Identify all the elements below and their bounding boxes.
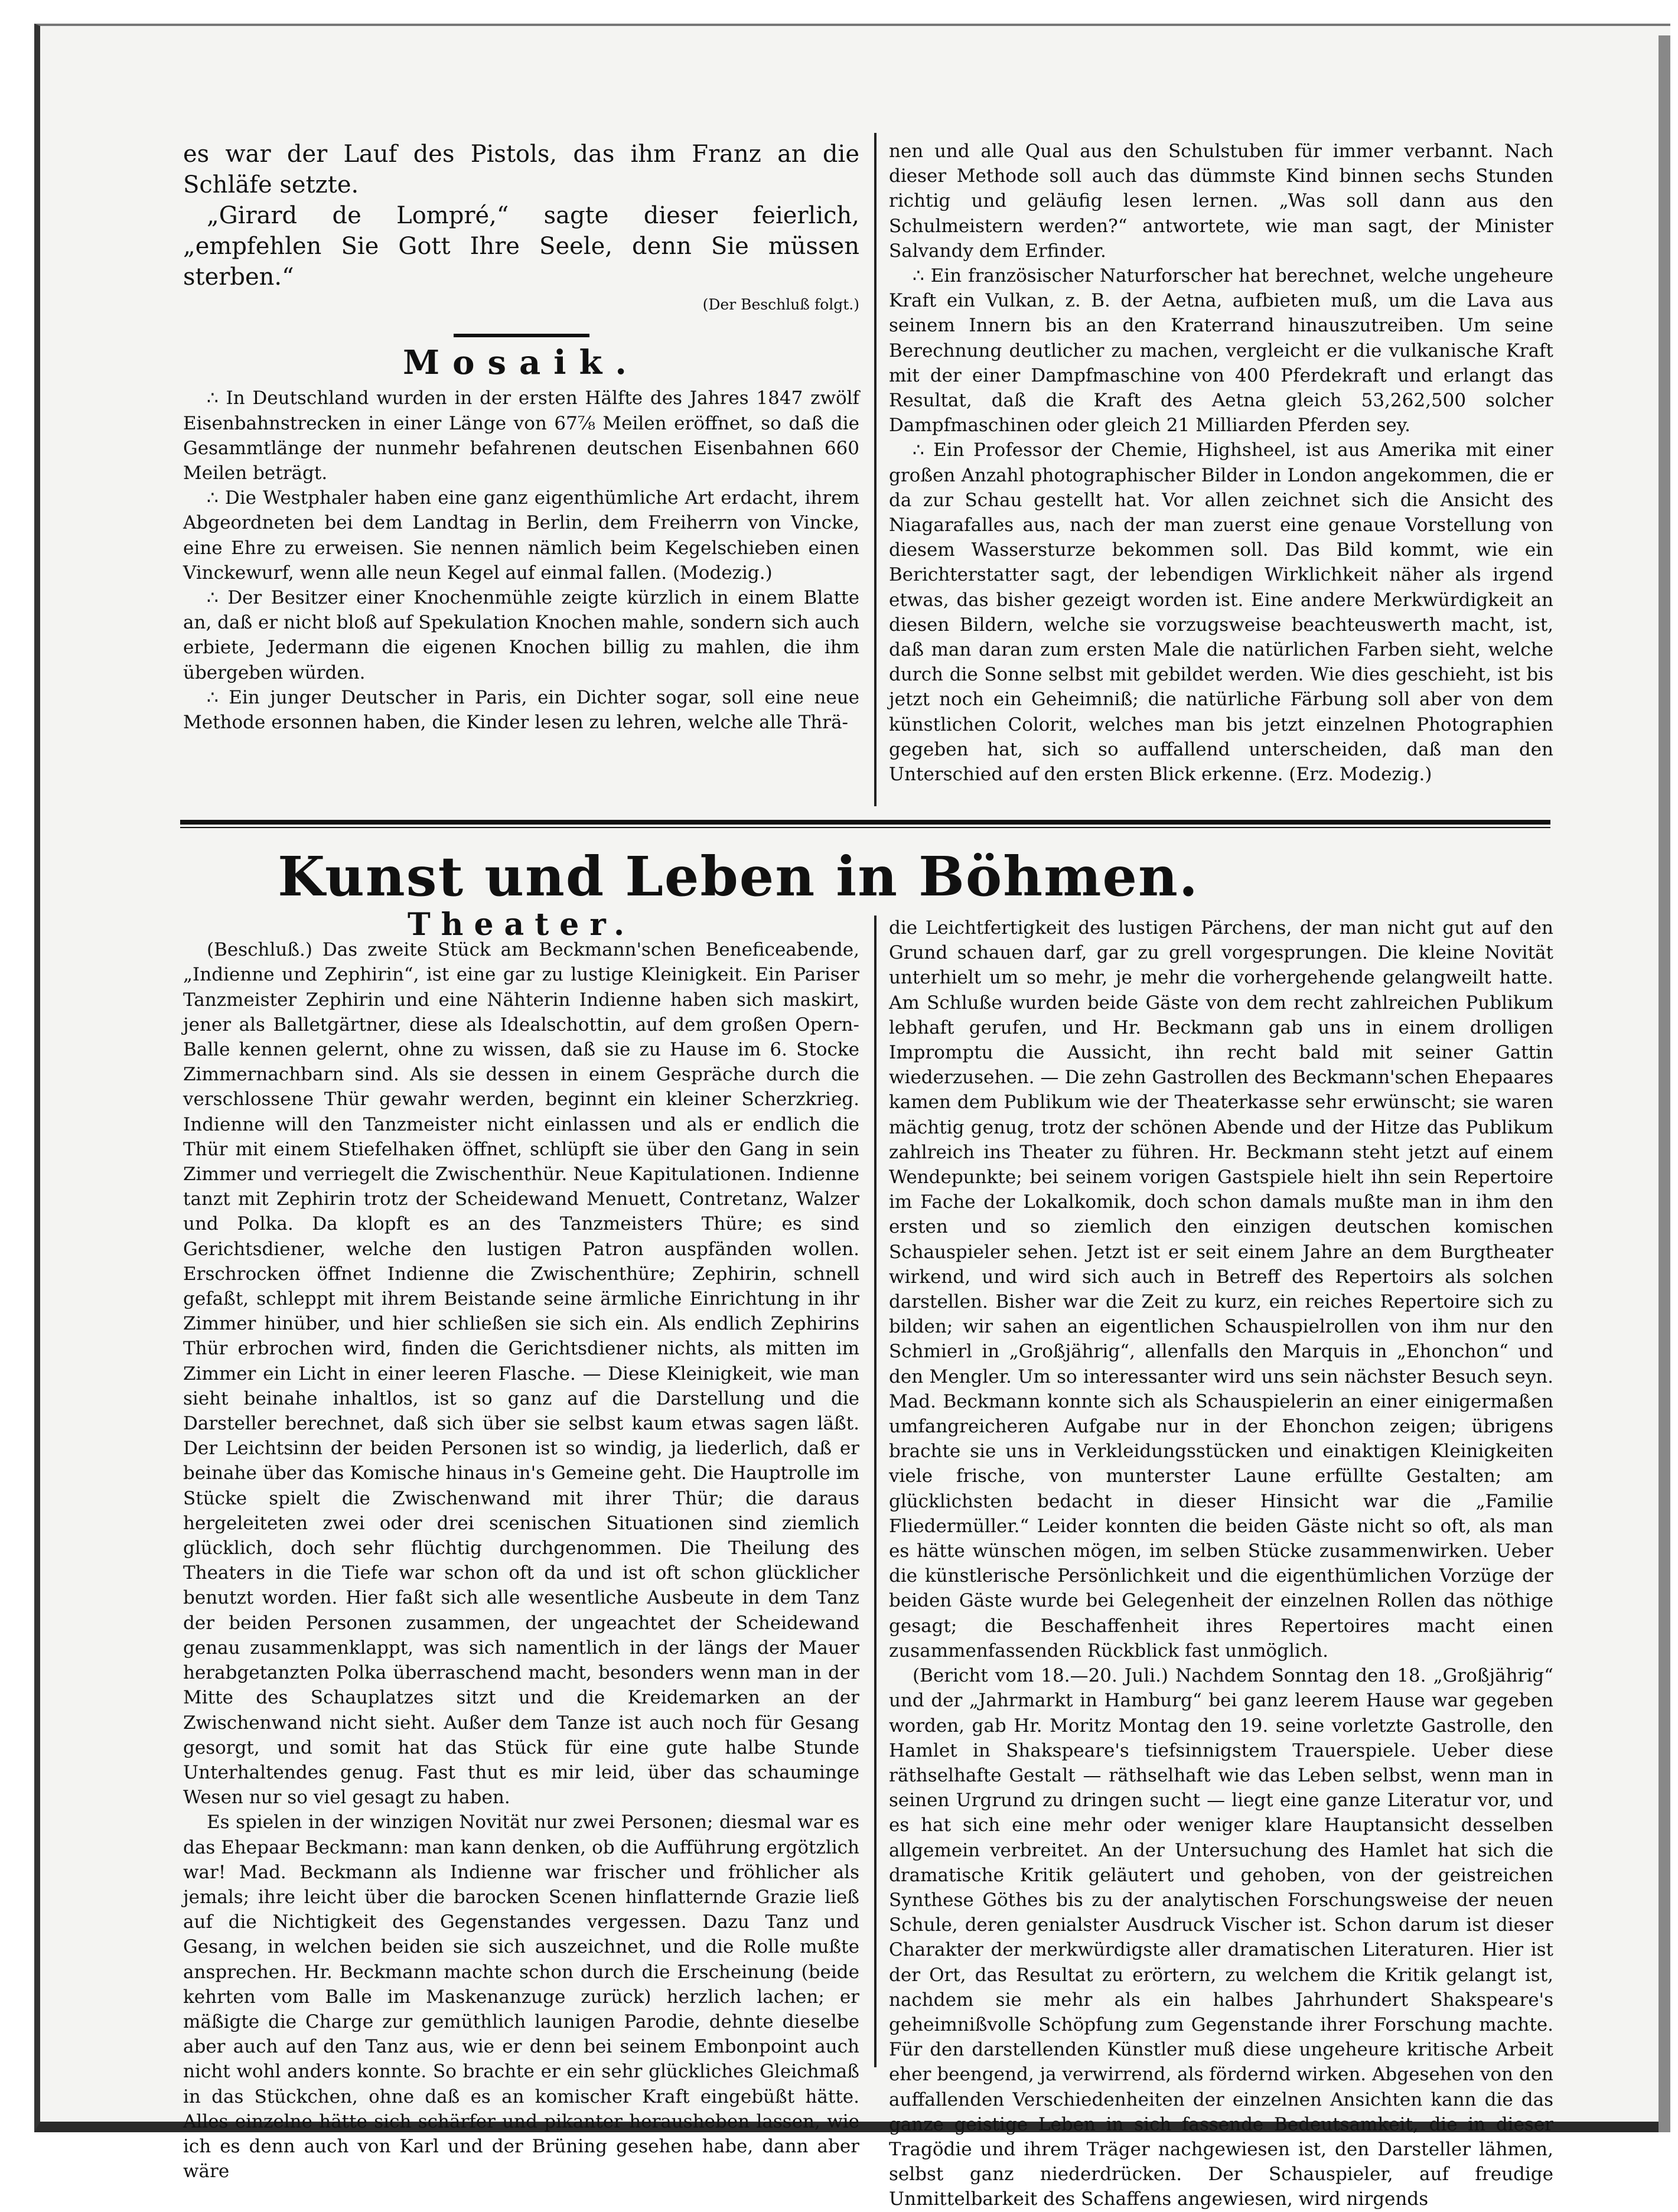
section-rule-thin — [180, 827, 1550, 828]
mosaik-heading: Mosaik. — [403, 343, 640, 383]
beckmann-paragraph: Es spielen in der winzigen Novität nur zwei Personen; diesmal war es das Ehepaar Beckmann: man kann denken, ob die Aufführung ergötzlich war! Mad. Beckmann als Indienne war frischer und fröhlicher als jemals; ihre leicht über die barocken Scenen hinflatternde Grazie ließ auf die Nichtigkeit des Gegenstandes vergessen. Dazu Tanz und Gesang, in welchen beiden sie sich auszeichnet, und die Rolle mußte ansprechen. Hr. Beckmann machte schon durch die Erscheinung (beide kehrten vom Balle im Maskenanzuge zurück) herzlich lachen; er mäßigte die Charge zur gemüthlich launigen Parodie, dehnte dieselbe aber auch auf den Tanz aus, wie er denn bei seinem Embonpoint auch nicht wohl anders konnte. So brachte er ein sehr glückliches Gleichmaß in das Stückchen, ohne daß es an komischer Kraft eingebüßt hätte. Alles einzelne hätte sich schärfer und pikanter herausheben lassen, wie ich es denn auch von Karl und der Brüning gesehen habe, dann aber wäre — [183, 1812, 859, 2182]
top-column-divider — [874, 133, 877, 806]
bottom-column-divider — [874, 916, 877, 2067]
mosaik-item-vulkan: ∴ Ein französischer Naturforscher hat berechnet, welche ungeheure Kraft ein Vulkan, z. B. der Aetna, aufbieten muß, um die Lava aus seinem Innern bis an den Kraterrand hinauszutreiben. Um seine Berechnung deutlicher zu machen, vergleicht er die vulkanische Kraft mit der einer Dampfmaschine von 400 Pferdekraft und erlangt das Resultat, daß die Kraft des Aetna gleich 53,262,500 solcher Dampfmaschinen oder gleich 21 Milliarden Pferden sey. — [889, 265, 1553, 436]
story-end-paragraph: es war der Lauf des Pistols, das ihm Franz an die Schläfe setzte. — [183, 141, 859, 198]
mosaik-item-railways: ∴ In Deutschland wurden in der ersten Hälfte des Jahres 1847 zwölf Eisenbahnstrecken in einer Länge von 67⅞ Meilen eröffnet, so daß die Gesammtlänge der nunmehr befahrenen deutschen Eisenbahnen 660 Meilen beträgt. — [183, 387, 859, 484]
top-left-column — [183, 139, 859, 735]
theater-subtitle: Theater. — [407, 907, 636, 943]
mosaik-item-westphaler: ∴ Die Westphaler haben eine ganz eigenthümliche Art erdacht, ihrem Abgeordneten bei dem Landtag in Berlin, dem Freiherrn von Vincke, eine Ehre zu erweisen. Sie nennen nämlich beim Kegelschieben einen Vinckewurf, wenn alle neun Kegel auf einmal fallen. (Modezig.) — [183, 487, 859, 584]
hamlet-report-paragraph: (Bericht vom 18.—20. Juli.) Nachdem Sonntag den 18. „Großjährig“ und der „Jahrmarkt in Hamburg“ bei ganz leerem Hause war gegeben worden, gab Hr. Moritz Montag den 19. seine vorletzte Gastrolle, den Hamlet in Shakspeare's tiefsinnigstem Trauerspiele. Ueber diese räthselhafte Gestalt — räthselhaft wie das Leben selbst, wenn man in seinen Urgrund zu dringen sucht — liegt eine ganze Literatur vor, und es hat sich eine mehr oder weniger klare Hauptansicht desselben allgemein verbreitet. An der Untersuchung des Hamlet hat sich die dramatische Kritik geläutert und gehoben, von der geistreichen Synthese Göthes bis zu der analytischen Forschungsweise der neuen Schule, deren genialster Ausdruck Vischer ist. Schon darum ist dieser Charakter der merkwürdigste aller dramatischen Literaturen. Hier ist der Ort, das Resultat zu erörtern, zu welchem die Kritik gelangt ist, nachdem sie mehr als ein halbes Jahrhundert Shakspeare's geheimnißvolle Schöpfung zum Gegenstande ihrer Forschung machte. Für den darstellenden Künstler muß diese ungeheure kritische Arbeit eher beengend, ja verwirrend, als fördernd wirken. Abgesehen von den auffallenden Verschiedenheiten der einzelnen Ansichten kann die das ganze geistige Leben in sich fassende Bedeutsamkeit, die in dieser Tragödie und ihrem Träger nachgewiesen ist, den Darsteller lähmen, selbst ganz niederdrücken. Der Schauspieler, auf freudige Unmittelbarkeit des Schaffens angewiesen, wird nirgends — [889, 1665, 1553, 2210]
theater-review-paragraph: (Beschluß.) Das zweite Stück am Beckmann'schen Beneficeabende, „Indienne und Zephirin“, ist eine gar zu lustige Kleinigkeit. Ein Pariser Tanzmeister Zephirin und eine Nähterin Indienne haben sich maskirt, jener als Balletgärtner, diese als Idealschottin, auf dem großen Opern-Balle kennen gelernt, ohne zu wissen, daß sie zu Hause im 6. Stocke Zimmernachbarn sind. Als sie dessen in einem Gespräche durch die verschlossene Thür gewahr werden, beginnt ein kleiner Scherzkrieg. Indienne will den Tanzmeister nicht einlassen und als er endlich die Thür mit einem Stiefelhaken öffnet, schlüpft sie über den Gang in sein Zimmer und verriegelt die Zwischenthür. Neue Kapitulationen. Indienne tanzt mit Zephirin trotz der Scheidewand Menuett, Contretanz, Walzer und Polka. Da klopft es an des Tanzmeisters Thüre; es sind Gerichtsdiener, welche den lustigen Patron auspfänden wollen. Erschrocken öffnet Indienne die Zwischenthüre; Zephirin, schnell gefaßt, schleppt mit ihrem Beistande seine ärmliche Einrichtung in ihr Zimmer hinüber, und hier schließen sie sich ein. Als endlich Zephirins Thür erbrochen wird, finden die Gerichtsdiener nichts, als mitten im Zimmer ein Licht in einer leeren Flasche. — Diese Kleinigkeit, wie man sieht beinahe inhaltlos, ist so ganz auf die Darstellung und die Darsteller berechnet, daß sich über sie selbst kaum etwas sagen läßt. Der Leichtsinn der beiden Personen ist so windig, ja liederlich, daß er beinahe über das Komische hinaus in's Gemeine geht. Die Hauptrolle im Stücke spielt die Zwischenwand mit ihrer Thür; die daraus hergeleiteten zwei oder drei scenischen Situationen sind ziemlich glücklich, doch sehr flüchtig durchgenommen. Die Theilung des Theaters in die Tiefe war schon oft da und ist oft schon glücklicher benutzt worden. Hier faßt sich alle wesentliche Ausbeute in dem Tanz der beiden Personen zusammen, der ungeachtet der Scheidewand genau zusammenklappt, was sich namentlich in der längs der Mauer herabgetanzten Polka überraschend macht, besonders wenn man in der Mitte des Schauplatzes sitzt und die Kreidemarken an der Zwischenwand nicht sieht. Außer dem Tanze ist auch noch für Gesang gesorgt, und somit hat das Stück für eine gute halbe Stunde Unterhaltendes genug. Fast thut es mir leid, über das schauminge Wesen nur so viel gesagt zu haben. — [183, 939, 859, 1809]
short-divider — [454, 334, 589, 337]
top-right-column — [889, 139, 1553, 787]
paris-continuation: nen und alle Qual aus den Schulstuben für immer verbannt. Nach dieser Methode soll auch das dümmste Kind binnen sechs Stunden richtig und geläufig lesen lernen. „Was soll dann aus den Schulmeistern werden?“ antwortete, wie man sagt, der Minister Salvandy dem Erfinder. — [889, 141, 1553, 262]
page-edge — [1659, 35, 1670, 2132]
section-rule-thick — [180, 820, 1550, 825]
story-quote-paragraph: „Girard de Lompré,“ sagte dieser feierlich, „empfehlen Sie Gott Ihre Seele, denn Sie müssen sterben.“ — [183, 202, 859, 291]
mosaik-item-knochenmuehle: ∴ Der Besitzer einer Knochenmühle zeigte kürzlich in einem Blatte an, daß er nicht bloß auf Spekulation Knochen mahle, sondern sich auch erbiete, Jedermann die eigenen Knochen billig zu mahlen, die ihm übergeben würden. — [183, 587, 860, 683]
continued-note: (Der Beschluß folgt.) — [702, 296, 859, 313]
section-title: Kunst und Leben in Böhmen. — [278, 845, 1199, 908]
mosaik-item-paris: ∴ Ein junger Deutscher in Paris, ein Dichter sogar, soll eine neue Methode ersonnen haben, die Kinder lesen zu lehren, welche alle Thrä- — [183, 686, 859, 734]
beckmann-continuation: die Leichtfertigkeit des lustigen Pärchens, der man nicht gut auf den Grund schauen darf, gar zu grell vorgesprungen. Die kleine Novität unterhielt um so mehr, je mehr die vorhergehende gelangweilt hatte. Am Schluße wurden beide Gäste von dem recht zahlreichen Publikum lebhaft gerufen, und Hr. Beckmann gab uns in einem drolligen Impromptu die Aussicht, ihn recht bald mit seiner Gattin wiederzusehen. — Die zehn Gastrollen des Beckmann'schen Ehepaares kamen dem Publikum wie der Theaterkasse sehr erwünscht; sie waren mächtig genug, trotz der schönen Abende und der Hitze das Publikum zahlreich ins Theater zu führen. Hr. Beckmann steht jetzt auf einem Wendepunkte; bei seinem vorigen Gastspiele hielt ihn sein Repertoire im Fache der Lokalkomik, doch schon damals mußte man in ihm den ersten und so ziemlich den einzigen deutschen komischen Schauspieler sehen. Jetzt ist er seit einem Jahre an dem Burgtheater wirkend, und wird sich auch in Betreff des Repertoirs als solchen darstellen. Bisher war die Zeit zu kurz, ein reiches Repertoire sich zu bilden; wir sahen an eigentlichen Schauspielrollen von ihm nur den Schmierl in „Großjährig“, allenfalls den Marquis in „Ehonchon“ und den Mengler. Um so interessanter wird uns sein nächster Besuch seyn. Mad. Beckmann konnte sich als Schauspielerin an einer einigermaßen umfangreicheren Aufgabe nur in der Ehonchon zeigen; übrigens brachte sie uns in Verkleidungsstücken und einaktigen Kleinigkeiten viele frische, von munterster Laune erfüllte Gestalten; am glücklichsten bedacht in dieser Hinsicht war die „Familie Fliedermüller.“ Leider konnten die beiden Gäste nicht so oft, als man es hätte wünschen mögen, im selben Stücke zusammenwirken. Ueber die künstlerische Persönlichkeit und die eigenthümlichen Vorzüge der beiden Gäste wurde bei Gelegenheit der einzelnen Rollen das nöthige gesagt; die Beschaffenheit ihres Repertoires macht einen zusammenfassenden Rückblick fast unmöglich. — [889, 917, 1553, 1662]
mosaik-item-photographie: ∴ Ein Professor der Chemie, Highsheel, ist aus Amerika mit einer großen Anzahl photographischer Bilder in London angekommen, die er da zur Schau gestellt hat. Vor allen zeichnet sich die Ansicht des Niagarafalles aus, nach der man zuerst eine genaue Vorstellung von diesem Wassersturze bekommen soll. Das Bild kommt, wie ein Berichterstatter sagt, der lebendigen Wirklichkeit näher als irgend etwas, das bisher gezeigt worden ist. Eine andere Merkwürdigkeit an diesen Bildern, welche sie vorzugsweise beachteuswerth macht, ist, daß man daran zum ersten Male die natürlichen Farben sieht, welche durch die Sonne selbst mit gebildet werden. Wie dies geschieht, ist bis jetzt noch ein Geheimniß; die natürliche Färbung soll aber von dem künstlichen Colorit, welches man bis jetzt einzelnen Photographien gegeben hat, sich so auffallend unterscheiden, daß man den Unterschied auf den ersten Blick erkenne. (Erz. Modezig.) — [889, 439, 1553, 786]
bottom-right-column — [889, 916, 1553, 2212]
bottom-left-column — [183, 907, 859, 2184]
